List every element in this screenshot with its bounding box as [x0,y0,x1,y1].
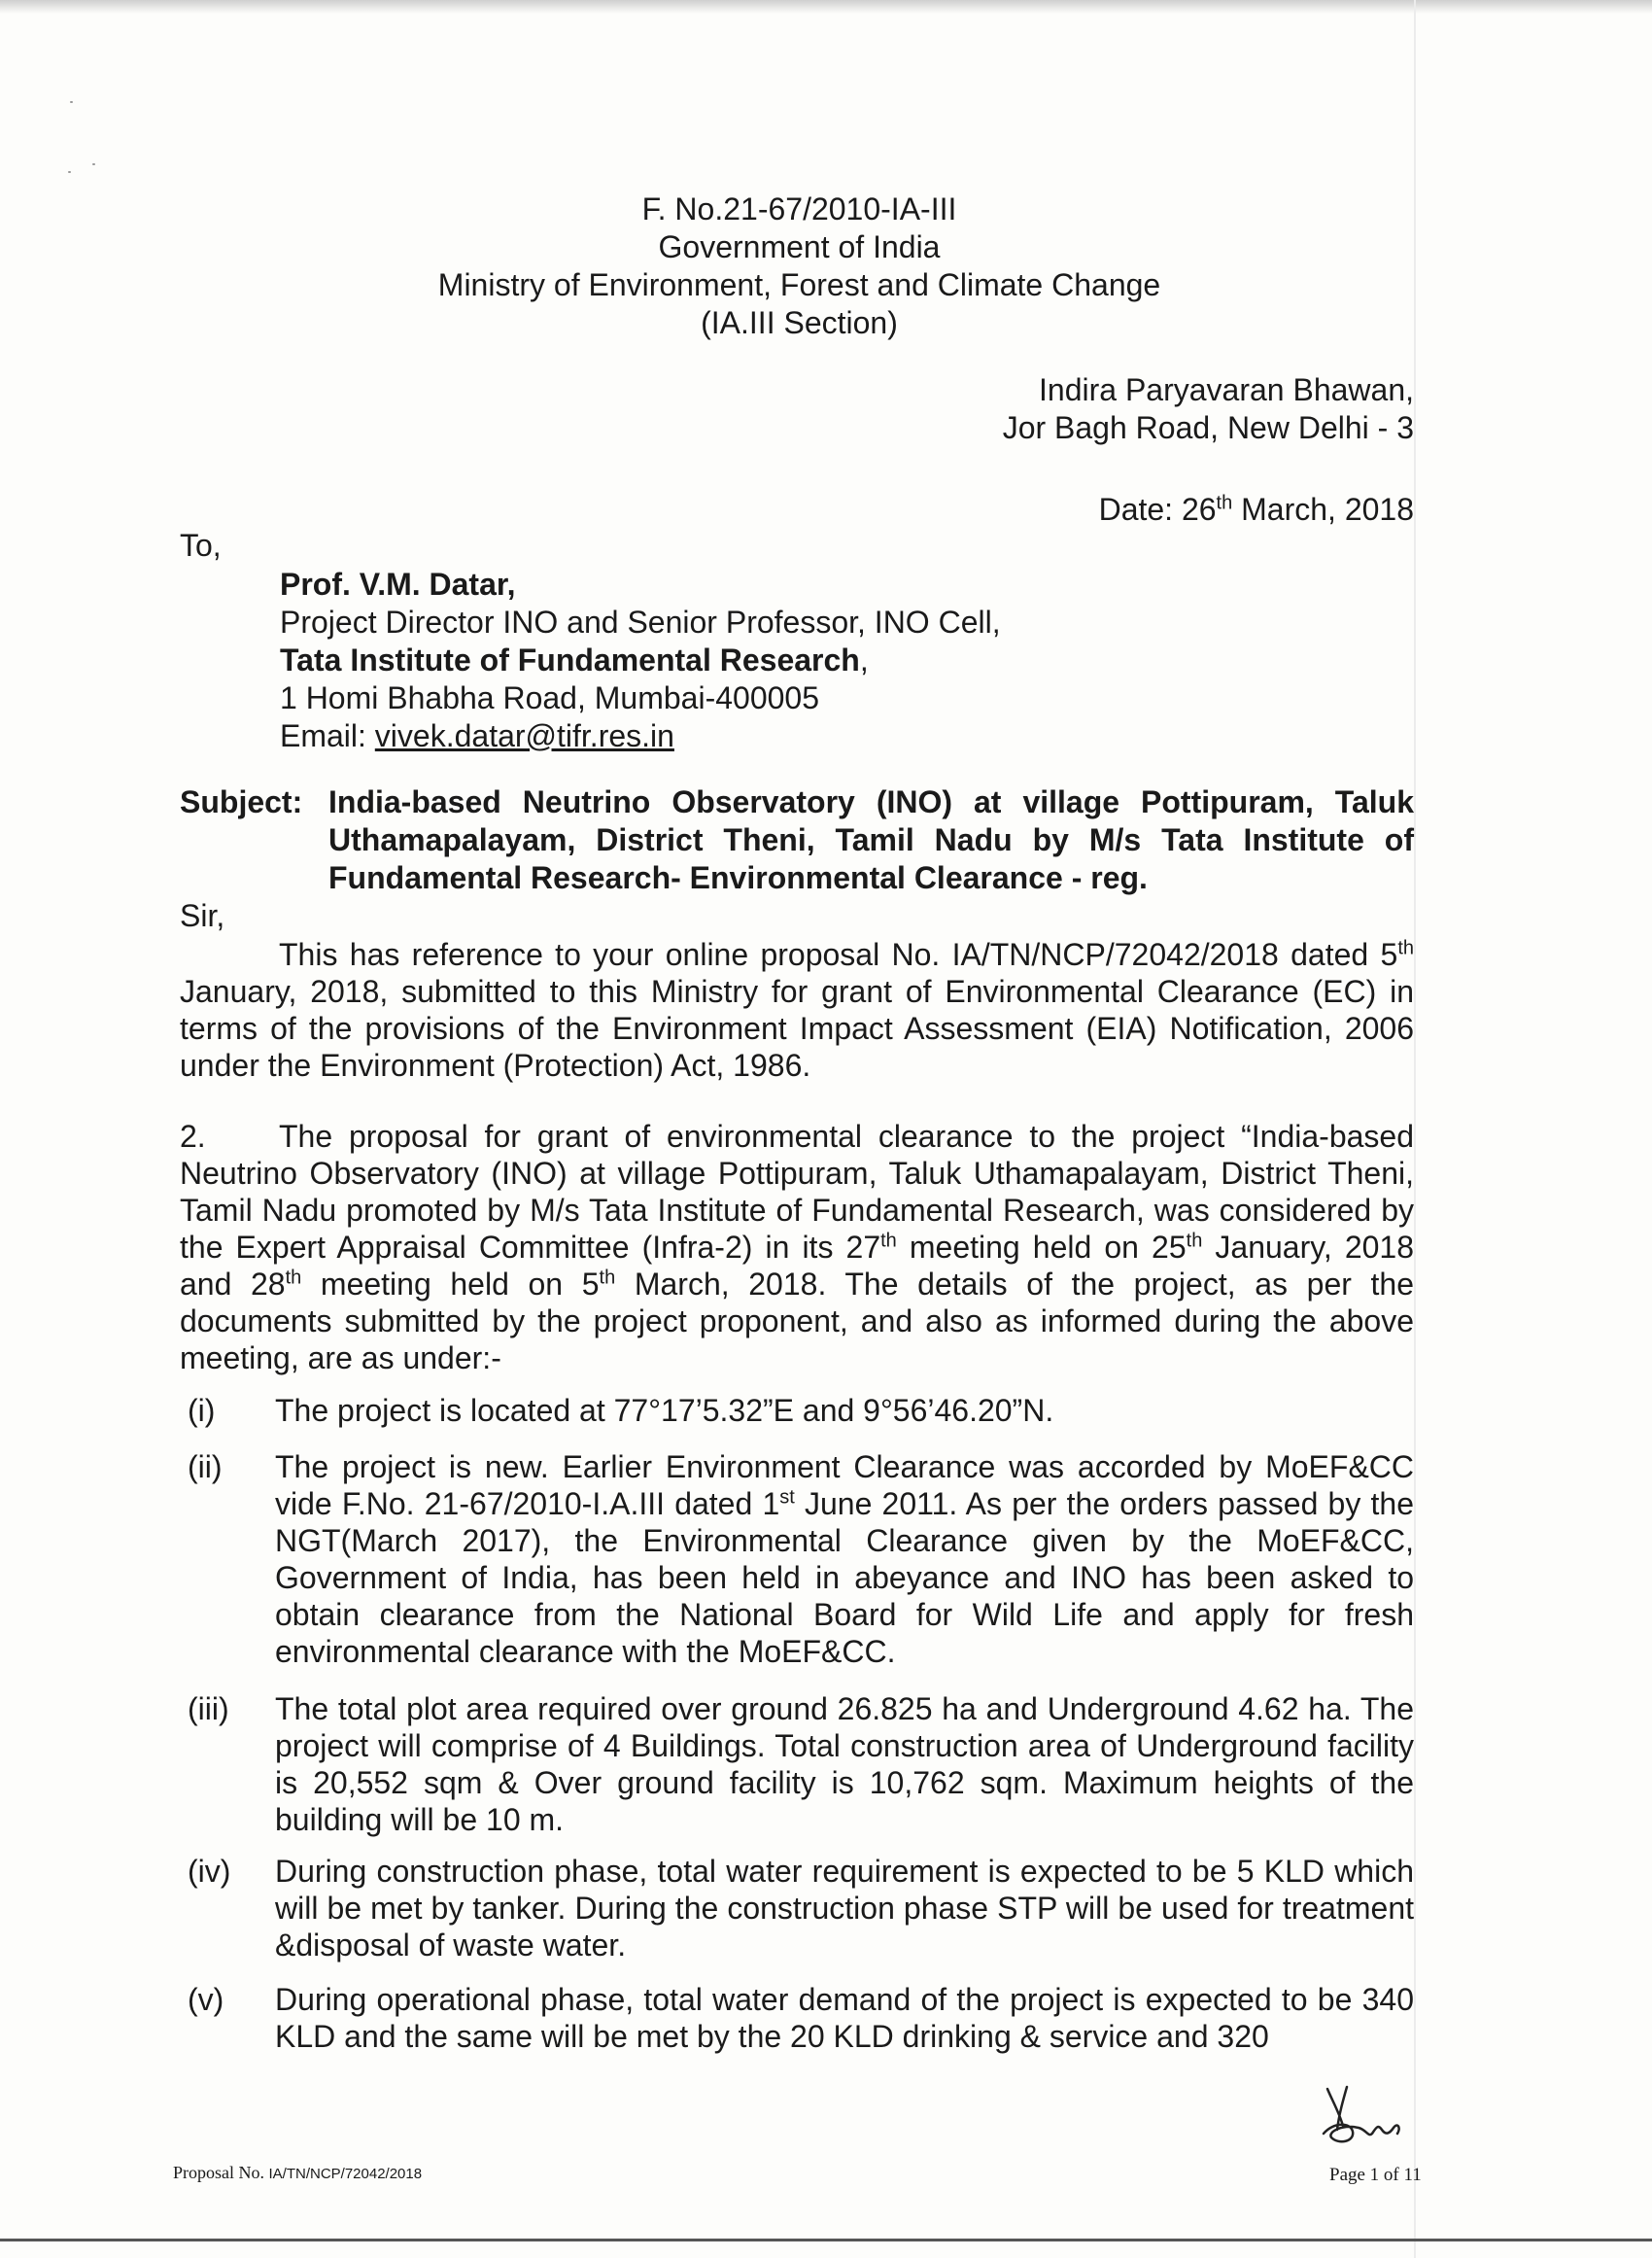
paragraph-1-text-cont: January, 2018, submitted to this Ministry for grant of Environmental Clearance (EC) in terms of the provisions of the Environment Impact Assessment (EIA) Notification, 2006 under the Environment (Protection) Act, 1986. [180,974,1414,1083]
page-number: Page 1 of 11 [1329,2165,1422,2185]
ordinal-suffix: th [285,1267,302,1289]
letter-header [0,191,1599,342]
scan-edge-bottom [0,2239,1652,2241]
government-name: Government of India [658,229,941,264]
paragraph-2-text: March, 2018. The details of the project, as per the documents submitted by the project proponent, and also as informed during the above meeting, are as under:- [180,1267,1415,1375]
footer-proposal-number: IA/TN/NCP/72042/2018 [268,2166,423,2182]
list-item-number: (ii) [188,1449,223,1484]
scan-speck [92,163,95,165]
list-item-text: During construction phase, total water requirement is expected to be 5 KLD which will be met by tanker. During the construction phase STP will be used for treatment &disposal of waste water. [275,1854,1414,1963]
recipient-email-line [280,717,1001,755]
paragraph-2 [180,1118,1414,1376]
scan-shadow-top [0,0,1652,14]
address-line-2: Jor Bagh Road, New Delhi - 3 [1002,410,1414,445]
email-label: Email: [280,718,375,753]
list-item-number: (iv) [188,1854,231,1889]
ordinal-suffix: th [1186,1230,1203,1252]
subject-block [180,783,1414,897]
sender-address [1003,371,1414,447]
scan-speck [70,101,73,103]
list-item [180,1853,1414,1963]
ordinal-suffix: th [880,1230,897,1252]
to-label: To, [180,528,222,563]
ministry-name: Ministry of Environment, Forest and Climate Change [437,267,1161,302]
date-day: Date: 26 [1098,492,1217,527]
list-item-number: (v) [188,1982,224,2017]
footer-proposal-label: Proposal No. [173,2163,269,2182]
list-item-text: The project is located at 77°17’5.32”E and 9°56’46.20”N. [275,1393,1054,1428]
ordinal-suffix: st [779,1486,795,1509]
recipient-institute: Tata Institute of Fundamental Research [280,643,860,677]
list-item [180,1690,1414,1838]
paragraph-2-text: meeting held on 25 [896,1230,1187,1265]
email-link[interactable]: vivek.datar@tifr.res.in [374,718,674,753]
paragraph-1-text: This has reference to your online proposal No. IA/TN/NCP/72042/2018 dated 5 [279,937,1398,972]
section-name: (IA.III Section) [701,305,898,340]
list-item-text: During operational phase, total water demand of the project is expected to be 340 KLD and the same will be met by the 20 KLD drinking & service and 320 [275,1982,1414,2054]
scan-speck [68,171,71,173]
list-item [180,1448,1414,1670]
comma: , [859,643,869,677]
list-item-number: (i) [188,1393,216,1428]
list-item [180,1392,1414,1429]
address-line-1: Indira Paryavaran Bhawan, [1039,372,1414,407]
recipient-street: 1 Homi Bhabha Road, Mumbai-400005 [280,680,819,715]
salutation: Sir, [180,898,225,933]
file-number: F. No.21-67/2010-IA-III [641,191,957,226]
recipient-name: Prof. V.M. Datar, [280,567,516,602]
signature-initials [1314,2083,1406,2149]
list-item-text-part: The project is new. Earlier Environment Clearance was accorded by MoEF&CC vide F.No. 21-67/2010-I.A.III dated 1 [275,1449,1414,1521]
subject-text: India-based Neutrino Observatory (INO) at village Pottipuram, Taluk Uthamapalayam, District Theni, Tamil Nadu by M/s Tata Institute of Fundamental Research- Environmental Clearance - reg. [328,784,1414,895]
recipient-designation: Project Director INO and Senior Professor, INO Cell, [280,605,1001,640]
paragraph-2-text: January, 2018 and 28 [180,1230,1415,1302]
paragraph-1 [180,936,1414,1084]
subject-label: Subject: [180,784,303,819]
letter-date [1099,492,1414,528]
ordinal-suffix: th [599,1267,616,1289]
paragraph-number: 2. [180,1119,206,1154]
list-item [180,1981,1414,2055]
date-suffix: th [1216,492,1233,514]
recipient-block [280,566,1001,755]
ordinal-suffix: th [1397,937,1414,959]
paragraph-2-text: The proposal for grant of environmental clearance to the project “India-based Neutrino Observatory (INO) at village Pottipuram, Taluk Uthamapalayam, District Theni, Tamil Nadu promoted by M/s Tata Institute of Fundamental Research, was considered by the Expert Appraisal Committee (Infra-2) in its 27 [180,1119,1414,1265]
list-item-text: The total plot area required over ground 26.825 ha and Underground 4.62 ha. The project will comprise of 4 Buildings. Total construction area of Underground facility is 20,552 sqm & Over ground facility is 10,762 sqm. Maximum heights of the building will be 10 m. [275,1691,1414,1837]
list-item-text [275,1448,1414,1670]
date-month-year: March, 2018 [1232,492,1414,527]
footer-proposal [173,2163,422,2183]
list-item-text-part: June 2011. As per the orders passed by the NGT(March 2017), the Environmental Clearance given by the MoEF&CC, Government of India, has been held in abeyance and INO has been asked to obtain clearance from the National Board for Wild Life and apply for fresh environmental clearance with the MoEF&CC. [275,1486,1415,1669]
recipient-institute-line [280,642,1001,679]
paragraph-2-text: meeting held on 5 [301,1267,600,1302]
list-item-number: (iii) [188,1691,229,1726]
